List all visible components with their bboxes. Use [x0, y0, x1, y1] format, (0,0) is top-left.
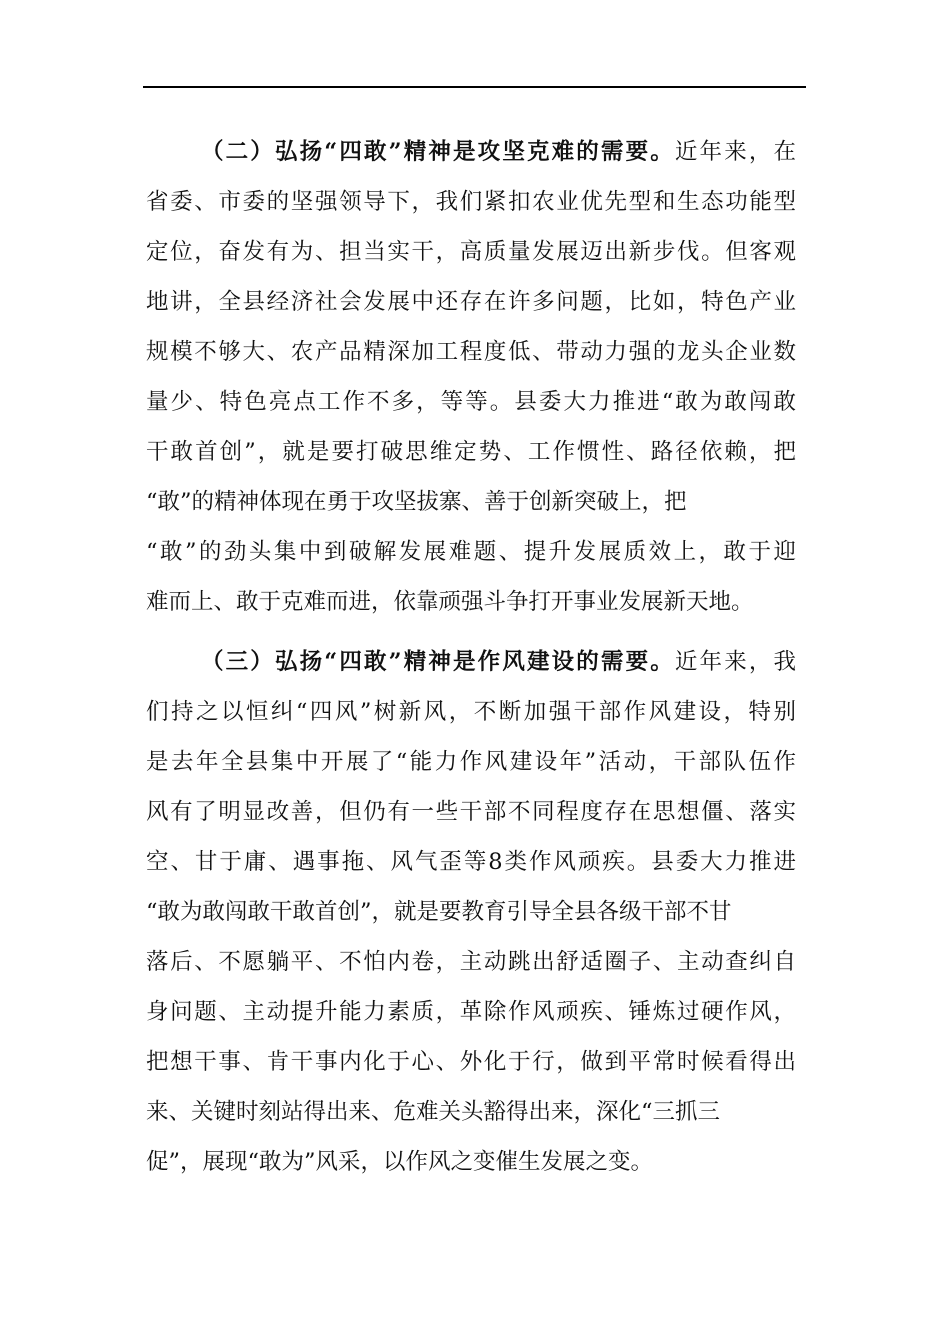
paragraph-line: 把想干事、肯干事内化于心、外化于行，做到平常时候看得出: [146, 1049, 796, 1075]
paragraph-line: 促”，展现“敢为”风采，以作风之变催生发展之变。: [146, 1149, 654, 1175]
paragraph-line: 身问题、主动提升能力素质，革除作风顽疾、锤炼过硬作风，: [146, 999, 796, 1025]
paragraph-line: 定位，奋发有为、担当实干，高质量发展迈出新步伐。但客观: [146, 239, 796, 265]
paragraph-2: [146, 127, 796, 627]
paragraph-heading: （三）弘扬“四敢”精神是作风建设的需要。: [201, 649, 675, 675]
paragraph-line: 量少、特色亮点工作不多，等等。县委大力推进“敢为敢闯敢: [146, 389, 796, 415]
paragraph-line: [146, 637, 796, 687]
paragraph-heading: （二）弘扬“四敢”精神是攻坚克难的需要。: [201, 139, 675, 165]
paragraph-line: 们持之以恒纠“四风”树新风，不断加强干部作风建设，特别: [146, 699, 796, 725]
paragraph-line: 是去年全县集中开展了“能力作风建设年”活动，干部队伍作: [146, 749, 796, 775]
paragraph-text: 近年来，我: [674, 649, 796, 675]
paragraph-3: [146, 637, 796, 1187]
paragraph-line: 干敢首创”，就是要打破思维定势、工作惯性、路径依赖，把: [146, 439, 796, 465]
paragraph-line: 落后、不愿躺平、不怕内卷，主动跳出舒适圈子、主动查纠自: [146, 949, 796, 975]
paragraph-line: “敢为敢闯敢干敢首创”，就是要教育引导全县各级干部不甘: [146, 899, 732, 925]
paragraph-line: 难而上、敢于克难而进，依靠顽强斗争打开事业发展新天地。: [146, 589, 754, 615]
paragraph-line: “敢”的劲头集中到破解发展难题、提升发展质效上，敢于迎: [146, 539, 796, 565]
paragraph-line: 空、甘于庸、遇事拖、风气歪等8类作风顽疾。县委大力推进: [146, 849, 796, 875]
paragraph-line: 来、关键时刻站得出来、危难关头豁得出来，深化“三抓三: [146, 1099, 721, 1125]
paragraph-line: “敢”的精神体现在勇于攻坚拔寨、善于创新突破上，把: [146, 489, 687, 515]
paragraph-line: 规模不够大、农产品精深加工程度低、带动力强的龙头企业数: [146, 339, 796, 365]
paragraph-line: 风有了明显改善，但仍有一些干部不同程度存在思想僵、落实: [146, 799, 796, 825]
header-rule: [143, 86, 806, 88]
paragraph-line: 省委、市委的坚强领导下，我们紧扣农业优先型和生态功能型: [146, 189, 796, 215]
paragraph-text: 近年来，在: [674, 139, 796, 165]
paragraph-line: 地讲，全县经济社会发展中还存在许多问题，比如，特色产业: [146, 289, 796, 315]
paragraph-line: [146, 127, 796, 177]
